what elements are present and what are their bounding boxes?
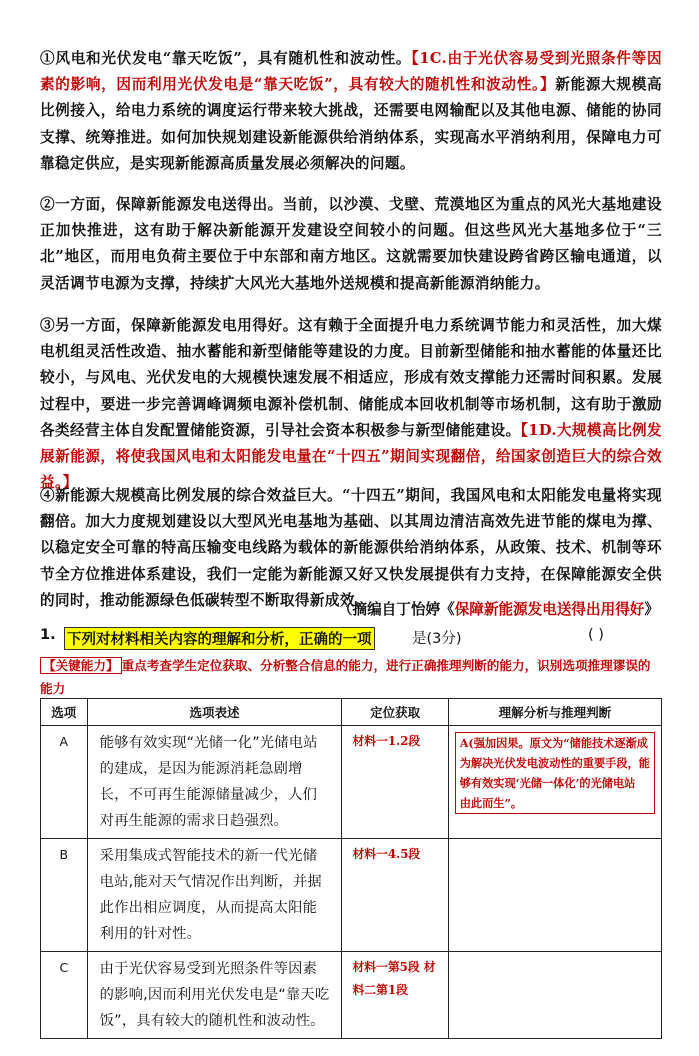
- table-row: [41, 952, 662, 1039]
- row-analysis: [448, 839, 661, 952]
- key-ability-note: [40, 654, 662, 700]
- analysis-table: [40, 698, 662, 1039]
- table-row: [41, 726, 662, 839]
- question-stem-tail: 是: [412, 631, 427, 647]
- source-suffix: 》: [644, 601, 659, 618]
- header-option: 选项: [41, 699, 88, 726]
- paragraph-1-note: 【1C.由于光伏容易受到光照条件等因素的影响，因而利用光伏发电是“靠天吃饭”，具有较大的随机性和波动性。】: [40, 50, 663, 94]
- analysis-box: A(强加因果。原文为“储能技术逐渐成为解决光伏发电波动性的重要手段，能够有效实现‘光储一体化’的光储电站 由此而生”。: [455, 732, 655, 814]
- key-ability-tag: 【关键能力】: [40, 657, 122, 674]
- source-prefix: （摘编自丁怡婷《: [337, 601, 455, 618]
- table-row: [41, 839, 662, 952]
- header-analysis: 理解分析与推理判断: [448, 699, 661, 726]
- key-ability-text: 重点考查学生定位获取、分析整合信息的能力，进行正确推理判断的能力，识别选项推理谬误的能力: [40, 658, 651, 696]
- question-1: [40, 627, 662, 649]
- row-location: 材料一1.2段: [342, 726, 448, 839]
- row-location: 材料一4.5段: [342, 839, 448, 952]
- table-header-row: [41, 699, 662, 726]
- question-number: 1.: [40, 627, 56, 643]
- paragraph-3-note: 【1D.大规模高比例发展新能源，将使我国风电和太阳能发电量在“十四五”期间实现翻倍，给国家创造巨大的综合效益。】: [40, 421, 662, 492]
- row-statement: 由于光伏容易受到光照条件等因素的影响,因而利用光伏发电是“靠天吃饭”，具有较大的随机性和波动性。: [87, 952, 342, 1039]
- paragraph-3: [40, 313, 662, 496]
- paragraph-2-text: ②一方面，保障新能源发电送得出。当前，以沙漠、戈壁、荒漠地区为重点的风光大基地建设正加快推进，这有助于解决新能源开发建设空间较小的问题。但这些风光大基地多位于“三北”地区，而用电负荷主要位于中东部和南方地区。这就需要加快建设跨省跨区输电通道，以灵活调节电源为支撑，持续扩大风光大基地外送规模和提高新能源消纳能力。: [40, 196, 662, 292]
- row-option: B: [41, 839, 88, 952]
- paragraph-4-text: ④新能源大规模高比例发展的综合效益巨大。“十四五”期间，我国风电和太阳能发电量将实现翻倍。加大力度规划建设以大型风光电基地为基础、以其周边清洁高效先进节能的煤电为撑、以稳定安全可靠的特高压输变电线路为载体的新能源供给消纳体系，从政策、技术、机制等环节全方位推进体系建设，我们一定能为新能源又好又快发展提供有力支持，在保障能源安全供的同时，推动能源绿色低碳转型不断取得新成效。: [40, 487, 662, 609]
- question-stem-text: 下列对材料相关内容的理解和分析，正确的一项: [67, 632, 372, 648]
- paragraph-1: [40, 46, 662, 177]
- row-statement: 能够有效实现“光储一化”光储电站的建成，是因为能源消耗急剧增长，不可再生能源储量减少，人们对再生能源的需求日趋强烈。: [87, 726, 342, 839]
- header-location: 定位获取: [342, 699, 448, 726]
- row-analysis: [448, 726, 661, 839]
- question-score: [412, 627, 462, 648]
- header-statement: 选项表述: [87, 699, 342, 726]
- source-citation: [338, 598, 659, 619]
- row-analysis: [448, 952, 661, 1039]
- paragraph-1-text: ①风电和光伏发电“靠天吃饭”，具有随机性和波动性。: [40, 50, 412, 67]
- answer-blank: ( ): [588, 627, 604, 643]
- source-title: 保障新能源发电送得出用得好: [454, 601, 645, 618]
- row-option: C: [41, 952, 88, 1039]
- row-option: A: [41, 726, 88, 839]
- row-location: 材料一第5段 材料二第1段: [342, 952, 448, 1039]
- paragraph-4: [40, 483, 662, 614]
- row-statement: 采用集成式智能技术的新一代光储电站,能对天气情况作出判断，并据此作出相应调度，从而提高太阳能利用的针对性。: [87, 839, 342, 952]
- question-stem: [64, 627, 375, 650]
- paragraph-1-text-2: 新能源大规模高比例接入，给电力系统的调度运行带来较大挑战，还需要电网输配以及其他电源、储能的协同支撑、统筹推进。如何加快规划建设新能源供给消纳体系，实现高水平消纳利用，保障电力可靠稳定供应，是实现新能源高质量发展必须解决的问题。: [40, 76, 662, 172]
- paragraph-2: [40, 192, 662, 297]
- paragraph-3-text: ③另一方面，保障新能源发电用得好。这有赖于全面提升电力系统调节能力和灵活性，加大煤电机组灵活性改造、抽水蓄能和新型储能等建设的力度。目前新型储能和抽水蓄能的体量还比较小，与风电、光伏发电的大规模快速发展不相适应，形成有效支撑能力还需时间积累。发展过程中，要进一步完善调峰调频电源补偿机制、储能成本回收机制等市场机制，这有助于激励各类经营主体自发配置储能资源，引导社会资本积极参与新型储能建设。: [40, 317, 662, 439]
- question-score-text: (3分): [426, 631, 462, 647]
